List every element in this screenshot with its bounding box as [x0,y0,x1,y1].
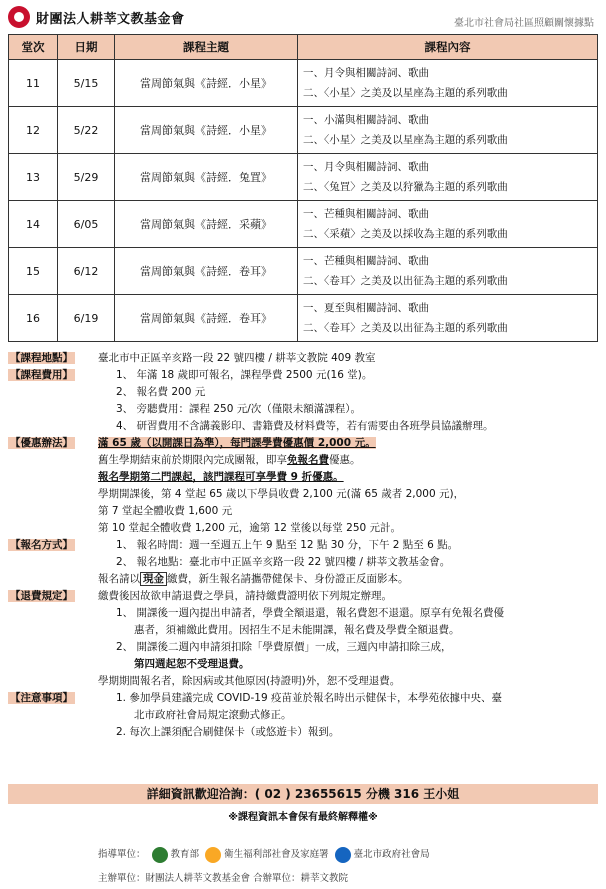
attention-line: 1. 參加學員建議完成 COVID-19 疫苗並於報名時出示健保卡，本學苑依據中央、臺 [116,692,502,704]
content-line: 二、〈卷耳〉之美及以出征為主題的系列歌曲 [303,275,508,287]
content-cell [298,201,598,248]
content-line: 二、〈小星〉之美及以星座為主題的系列歌曲 [303,134,508,146]
topic-cell: 當周節氣與《詩經．卷耳》 [115,295,298,342]
header-cell: 課程主題 [115,35,298,60]
welfare-icon [205,847,221,863]
fee-line: 4、 研習費用不含講義影印、書籍費及材料費等，若有需要由各班學員協議辦理。 [116,420,494,432]
host-units: 主辦單位：財團法人耕莘文教基金會 合辦單位：耕莘文教院 [98,873,349,884]
topic-cell: 當周節氣與《詩經．小星》 [115,107,298,154]
table-row [9,107,598,154]
attention-line: 2. 每次上課須配合刷健保卡（或悠遊卡）報到。 [116,726,340,738]
schedule-table [8,34,598,342]
session-cell: 15 [9,248,58,295]
header-cell: 日期 [58,35,115,60]
refund-line: 惠者，須補繳此費用。因招生不足未能開課，報名費及學費全額退費。 [134,624,460,636]
registration-line: 1、 報名時間：週一至週五上午 9 點至 12 點 30 分，下午 2 點至 6 點。 [116,539,459,551]
table-row [9,60,598,107]
date-cell: 6/05 [58,201,115,248]
discount-label: 【優惠辦法】 [10,437,73,449]
date-cell: 5/22 [58,107,115,154]
attention-label: 【注意事項】 [10,692,73,704]
content-line: 一、月令與相關詩詞、歌曲 [303,67,429,79]
fee-line: 1、 年滿 18 歲即可報名，課程學費 2500 元(16 堂)。 [116,369,373,381]
header-cell: 堂次 [9,35,58,60]
content-line: 一、芒種與相關詩詞、歌曲 [303,255,429,267]
table-row [9,201,598,248]
session-cell: 12 [9,107,58,154]
topic-cell: 當周節氣與《詩經．兔罝》 [115,154,298,201]
content-line: 二、〈兔罝〉之美及以狩獵為主題的系列歌曲 [303,181,508,193]
date-cell: 6/12 [58,248,115,295]
content-cell [298,107,598,154]
topic-cell: 當周節氣與《詩經．小星》 [115,60,298,107]
topic-cell: 當周節氣與《詩經．采蘋》 [115,201,298,248]
content-line: 一、月令與相關詩詞、歌曲 [303,161,429,173]
registration-line: 報名請以 現金 繳費，新生報名請攜帶健保卡、身份證正反面影本。 [98,573,409,585]
session-cell: 14 [9,201,58,248]
header-tag: 臺北市社會局社區照顧關懷據點 [454,18,594,29]
date-cell: 6/19 [58,295,115,342]
refund-line: 2、 開課後二週內申請須扣除「學費原價」一成，三週內申請扣除三成， [116,641,452,653]
location-label: 【課程地點】 [10,352,73,364]
logo-icon [8,6,30,28]
table-header-row [9,35,598,60]
fee-line: 2、 報名費 200 元 [116,386,206,398]
refund-line: 繳費後因故欲申請退費之學員，請持繳費證明依下列規定辦理。 [98,590,392,602]
discount-line: 報名學期第二門課起，該門課程可享學費 9 折優惠。 [98,471,344,483]
content-line: 一、夏至與相關詩詞、歌曲 [303,302,429,314]
attention-line: 北市政府社會局規定滾動式修正。 [134,709,292,721]
content-line: 二、〈卷耳〉之美及以出征為主題的系列歌曲 [303,322,508,334]
discount-line: 第 10 堂起全體收費 1,200 元，逾第 12 堂後以每堂 250 元計。 [98,522,402,534]
discount-line: 舊生學期結束前於期限內完成團報，即享免報名費優惠。 [98,454,361,466]
header-cell: 課程內容 [298,35,598,60]
location-text: 臺北市中正區辛亥路一段 22 號四樓 / 耕莘文教院 409 教室 [98,352,376,364]
ministry-education-icon [152,847,168,863]
refund-line: 1、 開課後一週內提出申請者，學費全額退還，報名費恕不退還。原享有免報名費優 [116,607,505,619]
content-line: 一、芒種與相關詩詞、歌曲 [303,208,429,220]
contact-bar: 詳細資訊歡迎洽詢：( 02 ) 23655615 分機 316 王小姐 [8,784,598,804]
table-row [9,295,598,342]
discount-line: 學期開課後，第 4 堂起 65 歲以下學員收費 2,100 元(滿 65 歲者 2,000 元)， [98,488,465,500]
registration-line: 2、 報名地點：臺北市中正區辛亥路一段 22 號四樓 / 耕莘文教基金會。 [116,556,451,568]
org-name: 財團法人耕莘文教基金會 [36,12,185,27]
fee-line: 3、 旁聽費用：課程 250 元/次（僅限未額滿課程）。 [116,403,362,415]
session-cell: 11 [9,60,58,107]
table-row [9,154,598,201]
discount-line: 第 7 堂起全體收費 1,600 元 [98,505,233,517]
session-cell: 16 [9,295,58,342]
date-cell: 5/15 [58,60,115,107]
registration-label: 【報名方式】 [10,539,73,551]
refund-line: 第四週起恕不受理退費。 [134,658,250,670]
disclaimer-note: ※課程資訊本會保有最終解釋權※ [228,812,378,823]
session-cell: 13 [9,154,58,201]
info-section [8,350,598,741]
taipei-icon [335,847,351,863]
content-line: 二、〈采蘋〉之美及以採收為主題的系列歌曲 [303,228,508,240]
fee-label: 【課程費用】 [10,369,73,381]
discount-line: 滿 65 歲（以開課日為準），每門課學費優惠價 2,000 元。 [98,437,376,449]
content-cell [298,154,598,201]
refund-label: 【退費規定】 [10,590,73,602]
guide-units: 指導單位： 教育部 衛生福利部社會及家庭署 臺北市政府社會局 [98,846,430,863]
content-cell [298,295,598,342]
content-cell [298,60,598,107]
refund-line: 學期期間報名者，除因病或其他原因(持證明)外，恕不受理退費。 [98,675,401,687]
header [8,6,598,32]
date-cell: 5/29 [58,154,115,201]
table-row [9,248,598,295]
content-line: 一、小滿與相關詩詞、歌曲 [303,114,429,126]
content-line: 二、〈小星〉之美及以星座為主題的系列歌曲 [303,87,508,99]
content-cell [298,248,598,295]
topic-cell: 當周節氣與《詩經．卷耳》 [115,248,298,295]
